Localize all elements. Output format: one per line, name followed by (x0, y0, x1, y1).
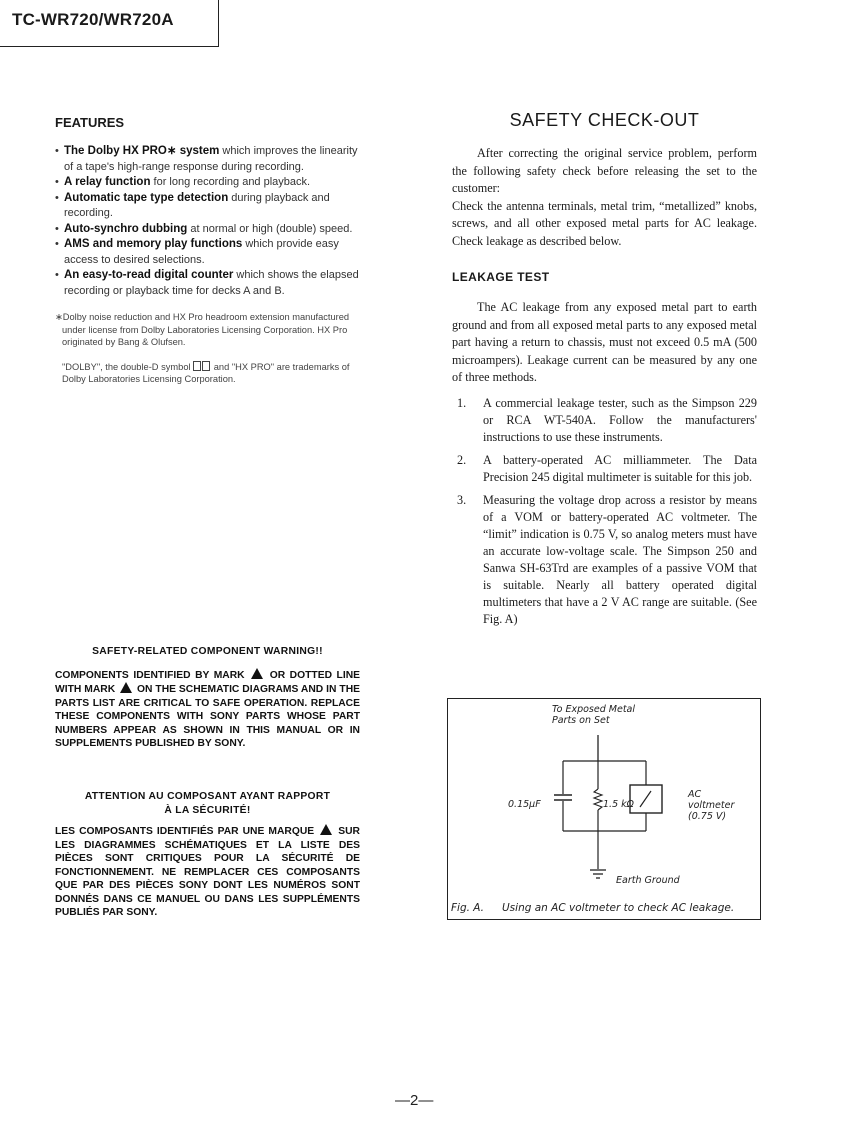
bullet: • (55, 238, 59, 250)
method-list (452, 395, 757, 628)
attention-title (55, 790, 360, 817)
feature-name: Automatic tape type detection (64, 191, 229, 204)
figure-caption-text: Using an AC voltmeter to check AC leakage. (502, 902, 735, 914)
safety-check-text: Check the antenna terminals, metal trim, “metallized” knobs, screws, and all other exposed metal parts for AC leakage. Check leakage as described below. (452, 198, 757, 248)
feature-item (55, 237, 365, 268)
feature-name: The Dolby HX PRO∗ system (64, 145, 220, 157)
attention-text: LES COMPOSANTS IDENTIFIÉS PAR UNE MARQUE (55, 826, 319, 837)
safety-section (452, 110, 757, 634)
feature-list (55, 144, 365, 299)
method-number: 2. (457, 452, 467, 467)
method-item (452, 395, 757, 446)
features-section (55, 110, 365, 386)
feature-desc: during playback and recording. (64, 191, 330, 219)
voltmeter-label-line-2: voltmeter (688, 800, 735, 811)
attention-body (55, 824, 360, 920)
safety-warning-block (55, 645, 360, 751)
figure-caption-number: Fig. A. (451, 902, 485, 914)
feature-name: Auto-synchro dubbing (64, 222, 188, 235)
top-label-line-2: Parts on Set (552, 715, 610, 726)
earth-ground-label: Earth Ground (616, 875, 680, 886)
feature-name: A relay function (64, 176, 151, 188)
page-number: —2— (395, 1092, 434, 1109)
voltmeter-label-line-1: AC (688, 789, 702, 800)
method-item (452, 492, 757, 628)
feature-item (55, 175, 365, 191)
feature-desc: for long recording and playback. (150, 176, 311, 188)
bullet: • (55, 222, 59, 235)
method-text: A battery-operated AC milliammeter. The Data Precision 245 digital multimeter is suitable for this job. (483, 452, 757, 484)
attention-block (55, 790, 360, 920)
resistor-label: 1.5 kΩ (603, 799, 634, 810)
warning-triangle-icon (251, 668, 263, 679)
feature-name: An easy-to-read digital counter (64, 269, 234, 281)
model-header-box (0, 0, 219, 47)
bullet: • (55, 145, 59, 157)
feature-desc: which shows the elapsed recording or playback time for decks A and B. (64, 269, 359, 297)
dolby-license-note: ∗Dolby noise reduction and HX Pro headroom extension manufactured under license from Dolby Laboratories Licensing Corporation. HX Pro originated by Bang & Olufsen. (55, 312, 350, 347)
warning-text: COMPONENTS IDENTIFIED BY MARK (55, 669, 250, 681)
method-number: 1. (457, 395, 467, 410)
bullet: • (55, 176, 59, 188)
method-item (452, 452, 757, 486)
feature-desc: at normal or high (double) speed. (187, 222, 353, 235)
figure-a (447, 698, 761, 920)
leakage-circuit-diagram (448, 699, 760, 919)
bullet: • (55, 269, 59, 281)
method-text: Measuring the voltage drop across a resistor by means of a VOM or battery-operated AC voltmeter. The “limit” indication is 0.75 V, so analog meters must have an accurate low-voltage scale. The Simpson 250 and Sanwa SH-63Trd are examples of a passive VOM that is suitable. Nearly all battery operated digital multimeters that have a 2 V AC range are suitable. (See Fig. A) (483, 492, 757, 626)
feature-item (55, 268, 365, 299)
model-title: TC-WR720/WR720A (12, 10, 174, 29)
safety-intro: After correcting the original service problem, perform the following safety check before releasing the set to the customer: (452, 146, 757, 195)
feature-name: AMS and memory play functions (64, 238, 243, 250)
top-label-line-1: To Exposed Metal (552, 704, 635, 715)
method-text: A commercial leakage tester, such as the Simpson 229 or RCA WT-540A. Follow the manufacturers' instructions to use these instruments. (483, 395, 757, 444)
feature-item (55, 144, 365, 175)
features-title: FEATURES (55, 115, 125, 130)
warning-body (55, 668, 360, 751)
warning-text: ON THE SCHEMATIC DIAGRAMS AND IN THE PARTS LIST ARE CRITICAL TO SAFE OPERATION. REPLACE THESE COMPONENTS WITH SONY PARTS WHOSE PART NUMBERS APPEAR AS SHOWN IN THIS MANUAL OR IN SUPPLEMENTS PUBLISHED BY SONY. (55, 684, 360, 749)
leakage-test-title: LEAKAGE TEST (452, 270, 550, 284)
double-d-icon (193, 361, 201, 371)
warning-triangle-icon (320, 824, 332, 835)
attention-title-line: ATTENTION AU COMPOSANT AYANT RAPPORT (84, 791, 331, 802)
capacitor-label: 0.15μF (508, 799, 541, 810)
method-number: 3. (457, 492, 467, 507)
trademark-note (55, 361, 365, 386)
feature-desc: which provide easy access to desired selections. (64, 238, 339, 266)
trademark-note-start: "DOLBY", the double-D symbol (62, 361, 194, 372)
feature-item (55, 191, 365, 222)
voltmeter-needle (640, 791, 651, 807)
double-d-icon (202, 361, 210, 371)
safety-title: SAFETY CHECK-OUT (509, 110, 700, 130)
voltmeter-label-line-3: (0.75 V) (688, 811, 727, 822)
feature-item (55, 222, 365, 238)
warning-title: SAFETY-RELATED COMPONENT WARNING!! (92, 646, 323, 657)
warning-triangle-icon (120, 682, 132, 693)
attention-text: SUR LES DIAGRAMMES SCHÉMATIQUES ET LA LISTE DES PIÈCES SONT CRITIQUES POUR LA SÉCURITÉ DE FONCTIONNEMENT. NE REMPLACER CES COMPOSANTS QUE PAR DES PIÈCES SONY DONT LES NUMÉROS SONT DONNÉS DANS CE MANUEL OU DANS LES SUPPLÉMENTS PUBLIÉS PAR SONY. (55, 826, 360, 918)
attention-title-line: À LA SÉCURITÉ! (164, 804, 251, 816)
warning-text: OR DOTTED LINE WITH MARK (55, 669, 360, 695)
bullet: • (55, 191, 59, 204)
trademark-note-end: and "HX PRO" are trademarks of Dolby Laboratories Licensing Corporation. (62, 361, 350, 384)
feature-desc: which improves the linearity of a tape's high-range response during recording. (64, 145, 358, 173)
leakage-intro: The AC leakage from any exposed metal part to earth ground and from all exposed metal parts to any exposed metal part having a return to chassis, must not exceed 0.5 mA (500 microampers). Leakage current can be measured by any one of three methods. (452, 300, 757, 384)
resistor-symbol (594, 789, 602, 810)
